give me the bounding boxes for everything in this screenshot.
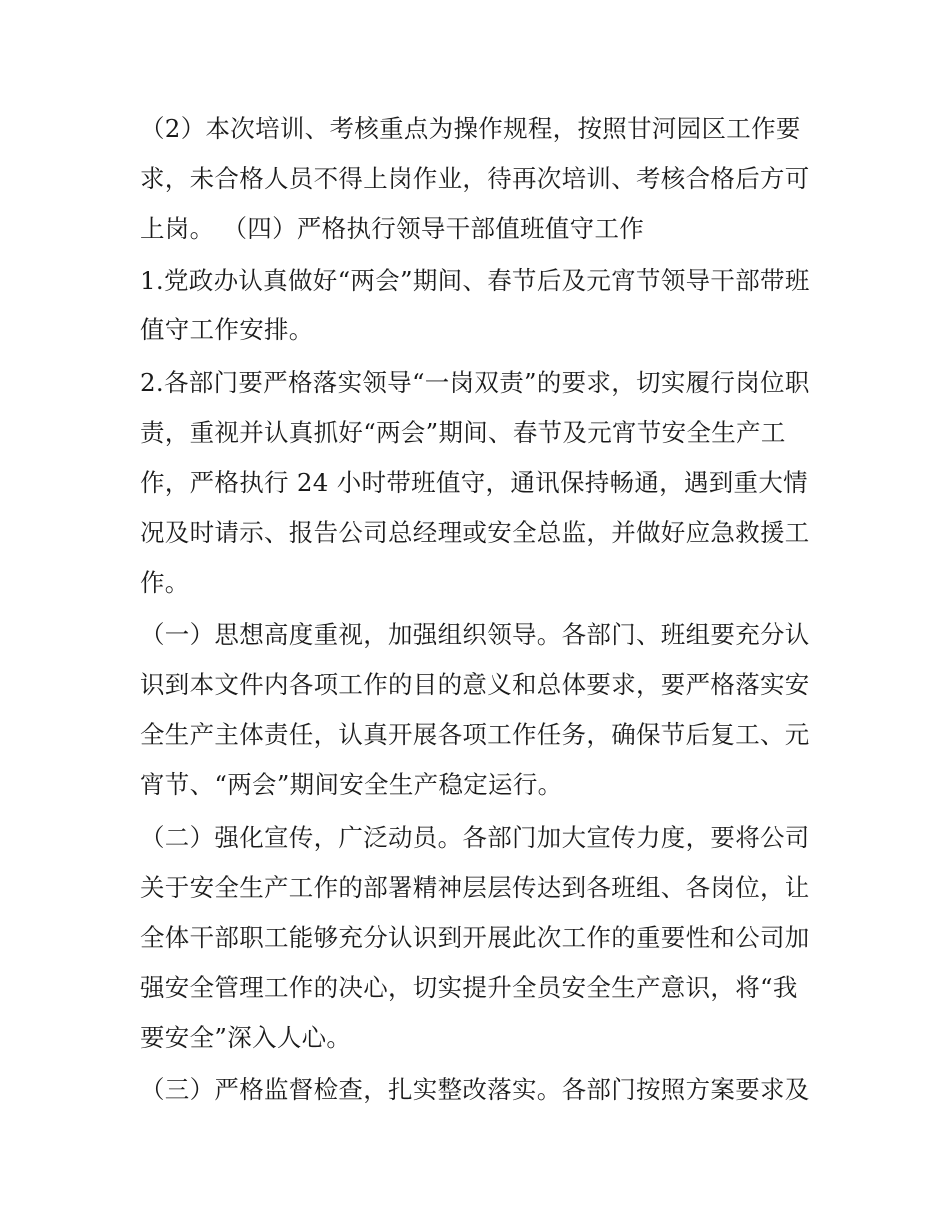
text-line: 宵节、“两会”期间安全生产稳定运行。 <box>140 770 563 799</box>
text-line: 2.各部门要严格落实领导“一岗双责”的要求，切实履行岗位职 <box>140 368 810 397</box>
text-line: 作。 <box>140 568 190 597</box>
text-line: 1.党政办认真做好“两会”期间、春节后及元宵节领导干部带班 <box>140 266 810 295</box>
text-line: 强安全管理工作的决心，切实提升全员安全生产意识，将“我 <box>140 973 798 1002</box>
text-line: 求，未合格人员不得上岗作业，待再次培训、考核合格后方可 <box>140 164 810 193</box>
text-line: 作，严格执行 24 小时带班值守，通讯保持畅通，遇到重大情 <box>140 468 808 497</box>
text-line: （一）思想高度重视，加强组织领导。各部门、班组要充分认 <box>140 620 810 649</box>
text-line: 况及时请示、报告公司总经理或安全总监，并做好应急救援工 <box>140 518 810 547</box>
text-line: 全生产主体责任，认真开展各项工作任务，确保节后复工、元 <box>140 720 810 749</box>
text-line: （二）强化宣传，广泛动员。各部门加大宣传力度，要将公司 <box>140 823 810 852</box>
text-line: 值守工作安排。 <box>140 315 314 344</box>
text-line: （三）严格监督检查，扎实整改落实。各部门按照方案要求及 <box>140 1075 810 1104</box>
text-line: 要安全”深入人心。 <box>140 1023 352 1052</box>
text-line: 上岗。 （四）严格执行领导干部值班值守工作 <box>140 214 645 243</box>
text-line: 识到本文件内各项工作的目的意义和总体要求，要严格落实安 <box>140 670 810 699</box>
text-line: 关于安全生产工作的部署精神层层传达到各班组、各岗位，让 <box>140 873 810 902</box>
text-line: 全体干部职工能够充分认识到开展此次工作的重要性和公司加 <box>140 923 810 952</box>
text-line: （2）本次培训、考核重点为操作规程，按照甘河园区工作要 <box>140 114 801 143</box>
text-line: 责，重视并认真抓好“两会”期间、春节及元宵节安全生产工 <box>140 418 786 447</box>
